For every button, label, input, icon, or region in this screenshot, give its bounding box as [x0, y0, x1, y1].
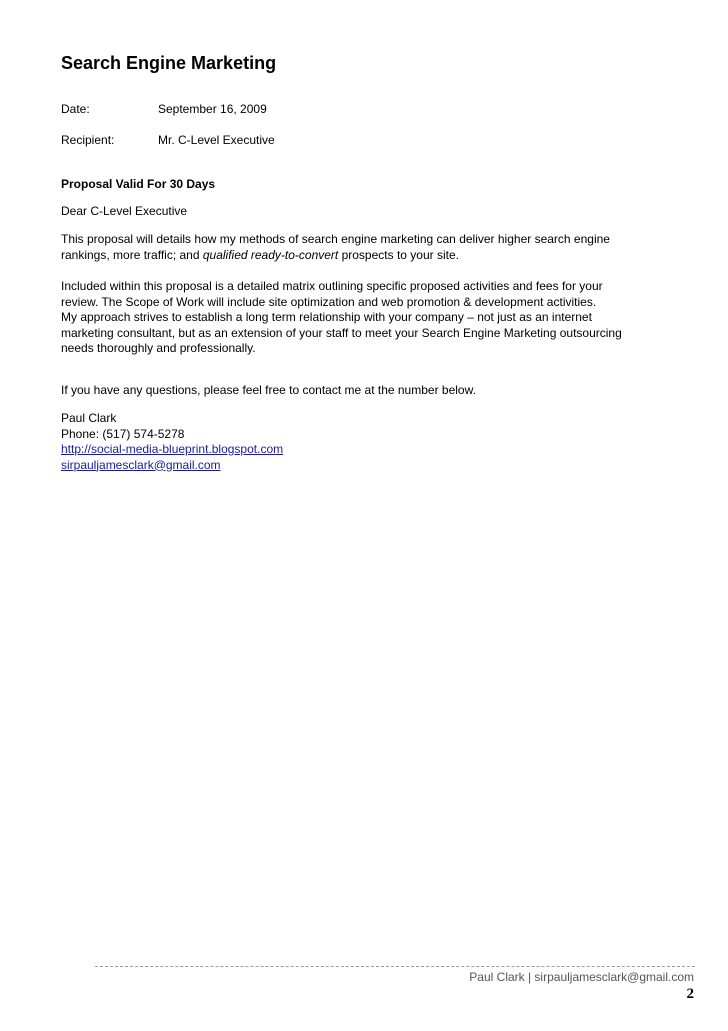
intro-line-2-emphasis: qualified ready-to-convert: [202, 247, 339, 262]
intro-line-1: This proposal will details how my methods of search engine marketing can deliver higher search engine: [61, 232, 610, 246]
signature-name: Paul Clark: [61, 411, 117, 425]
date-label: Date:: [61, 102, 90, 116]
intro-line-2-prefix: rankings, more traffic; and: [61, 247, 203, 262]
scope-line-1: Included within this proposal is a detailed matrix outlining specific proposed activities and fees for your: [61, 279, 603, 293]
intro-line-2: [61, 248, 661, 264]
intro-paragraph: [61, 232, 661, 263]
footer-text: Paul Clark | sirpauljamesclark@gmail.com: [469, 970, 694, 984]
scope-line-2: review. The Scope of Work will include site optimization and web promotion & development activities.: [61, 294, 597, 309]
recipient-label: Recipient:: [61, 133, 115, 147]
intro-line-2-suffix: prospects to your site.: [338, 247, 459, 262]
footer-divider: [95, 966, 695, 967]
signature-phone: Phone: (517) 574-5278: [61, 426, 185, 441]
signature-block: [61, 411, 661, 473]
recipient-value: Mr. C-Level Executive: [158, 133, 275, 147]
website-link[interactable]: http://social-media-blueprint.blogspot.com: [61, 442, 284, 456]
validity-heading: Proposal Valid For 30 Days: [61, 177, 216, 191]
salutation: Dear C-Level Executive: [61, 204, 188, 218]
scope-paragraph: [61, 279, 661, 310]
approach-line-2: marketing consultant, but as an extension of your staff to meet your Search Engine Marketing outsourcing: [61, 325, 622, 340]
date-value: September 16, 2009: [158, 102, 267, 116]
approach-line-3: needs thoroughly and professionally.: [61, 341, 256, 355]
page-number: 2: [686, 986, 694, 1002]
approach-line-1: My approach strives to establish a long term relationship with your company – not just as an internet: [61, 310, 592, 324]
email-link[interactable]: sirpauljamesclark@gmail.com: [61, 457, 221, 472]
document-title: Search Engine Marketing: [61, 53, 277, 73]
approach-paragraph: [61, 310, 661, 357]
closing-line: If you have any questions, please feel free to contact me at the number below.: [61, 383, 476, 397]
